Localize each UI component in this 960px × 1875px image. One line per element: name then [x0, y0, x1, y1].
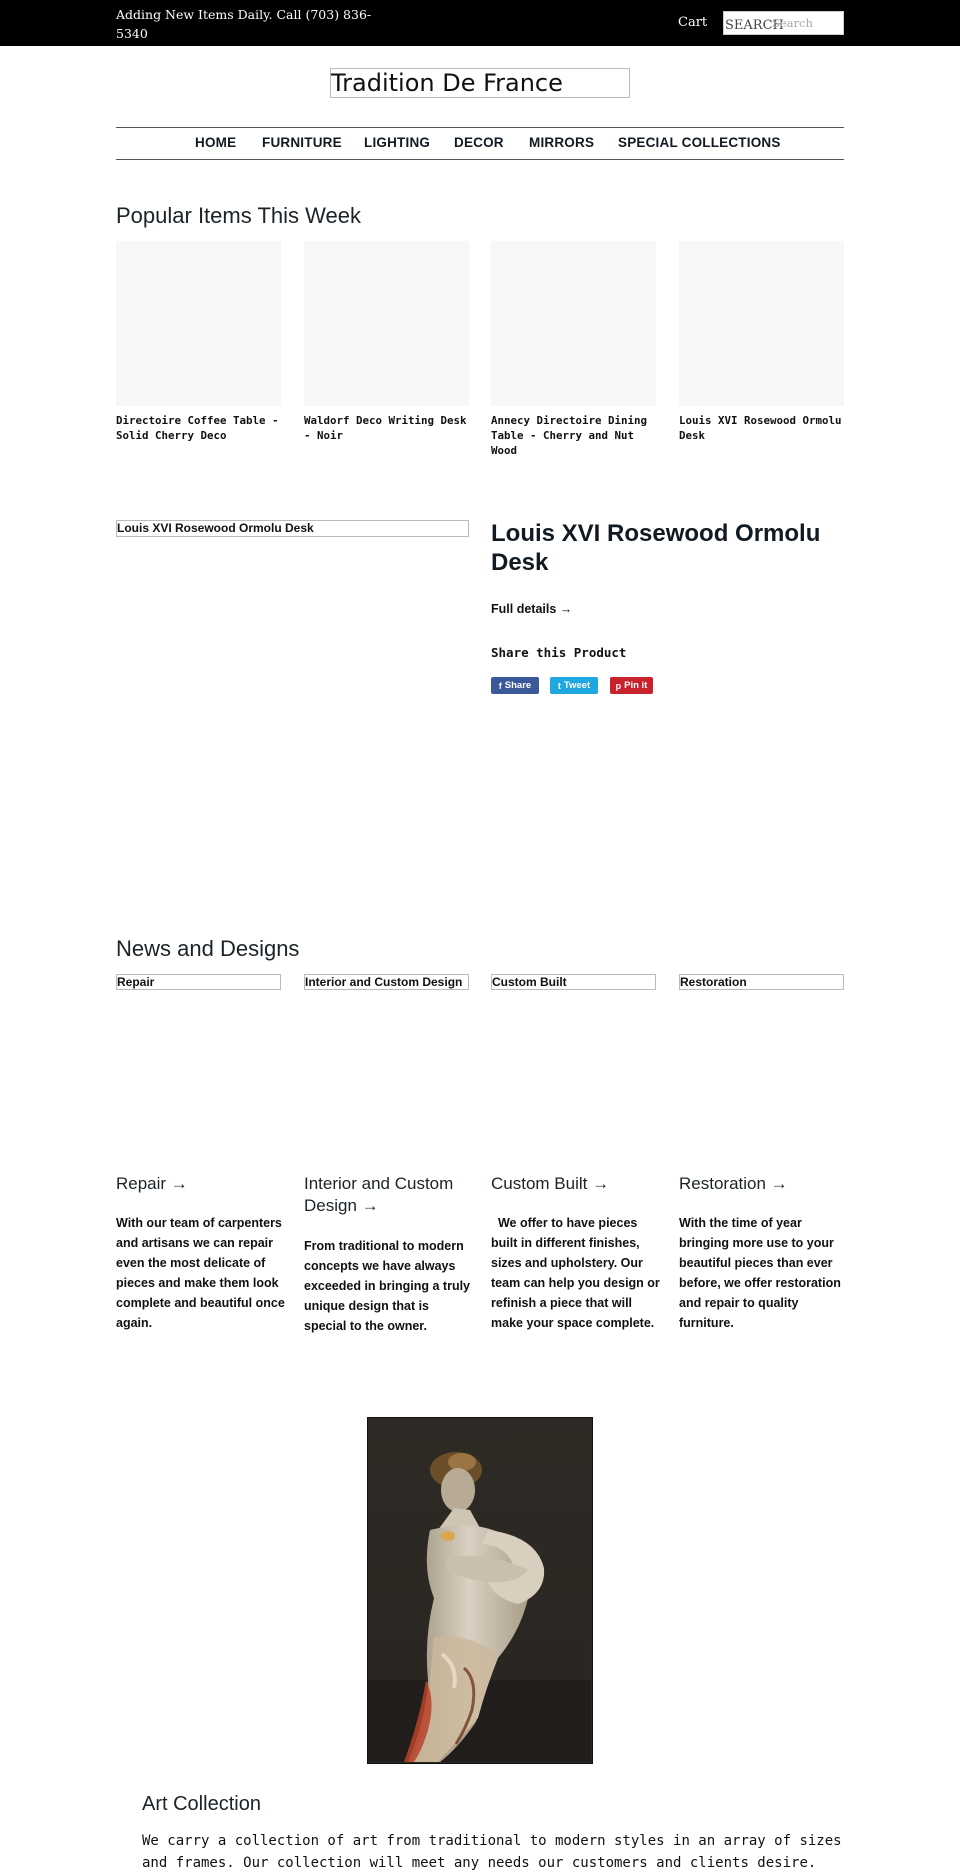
product-card[interactable]	[116, 241, 281, 443]
nav-decor[interactable]: DECOR	[454, 135, 504, 150]
nav-mirrors[interactable]: MIRRORS	[529, 135, 595, 150]
article-title-interior-design[interactable]: Interior and Custom Design →	[304, 1174, 454, 1215]
article-image[interactable]	[679, 974, 844, 990]
article-title-repair[interactable]: Repair →	[116, 1174, 188, 1193]
article-excerpt: With the time of year bringing more use to your beautiful pieces than ever before, we offer restoration and repair to quality furniture.	[679, 1216, 841, 1330]
art-painting-image	[367, 1417, 593, 1764]
product-card[interactable]	[491, 241, 656, 458]
product-card[interactable]	[679, 241, 844, 443]
cart-link[interactable]: Cart	[678, 15, 708, 30]
art-collection-title: Art Collection	[142, 1793, 261, 1815]
article-title-restoration[interactable]: Restoration →	[679, 1174, 788, 1193]
search-form	[723, 11, 844, 35]
product-name[interactable]: Directoire Coffee Table - Solid Cherry Deco	[116, 414, 279, 442]
full-details-link[interactable]: Full details →	[491, 602, 573, 616]
article-image-alt: Restoration	[680, 975, 747, 989]
product-name[interactable]: Louis XVI Rosewood Ormolu Desk	[679, 414, 842, 442]
art-collection-text: We carry a collection of art from traditional to modern styles in an array of sizes and frames. Our collection will meet any needs our customers and clients desire.	[142, 1833, 842, 1871]
nav-home[interactable]: HOME	[195, 135, 237, 150]
article-excerpt: From traditional to modern concepts we have always exceeded in bringing a truly unique design that is special to the owner.	[304, 1239, 471, 1333]
product-image[interactable]	[679, 241, 844, 406]
featured-product-image[interactable]	[116, 520, 469, 537]
product-image[interactable]	[116, 241, 281, 406]
search-button[interactable]: SEARCH	[724, 16, 785, 36]
product-image[interactable]	[491, 241, 656, 406]
nav-furniture[interactable]: FURNITURE	[262, 135, 342, 150]
twitter-tweet-button[interactable]	[550, 677, 598, 694]
article-title-custom-built[interactable]: Custom Built →	[491, 1174, 610, 1193]
facebook-icon: f	[498, 680, 502, 691]
tweet-label: Tweet	[563, 680, 591, 691]
facebook-share-button[interactable]	[491, 677, 539, 694]
product-card[interactable]	[304, 241, 469, 443]
announcement-text: Adding New Items Daily. Call (703) 836-5340	[116, 7, 372, 41]
site-logo[interactable]	[330, 68, 630, 98]
article-image-alt: Repair	[117, 975, 155, 989]
article-image[interactable]	[491, 974, 656, 990]
product-name[interactable]: Annecy Directoire Dining Table - Cherry and Nut Wood	[491, 414, 648, 457]
painting-figure-illustration	[368, 1418, 591, 1762]
product-name[interactable]: Waldorf Deco Writing Desk - Noir	[304, 414, 467, 442]
featured-image-alt: Louis XVI Rosewood Ormolu Desk	[117, 521, 314, 535]
popular-section-title: Popular Items This Week	[116, 203, 361, 228]
article-excerpt: With our team of carpenters and artisans we can repair even the most delicate of pieces and make them look complete and beautiful once again.	[116, 1216, 285, 1330]
pinterest-icon: p	[615, 680, 622, 691]
logo-text: Tradition De France	[331, 69, 563, 97]
article-image-alt: Interior and Custom Design	[305, 975, 463, 989]
article-image[interactable]	[304, 974, 469, 990]
search-input[interactable]	[772, 13, 842, 33]
article-image[interactable]	[116, 974, 281, 990]
pinterest-pin-button[interactable]	[610, 677, 653, 694]
pin-label: Pin it	[624, 680, 648, 691]
article-image-alt: Custom Built	[492, 975, 567, 989]
share-heading: Share this Product	[491, 645, 627, 660]
news-section-title: News and Designs	[116, 936, 300, 961]
nav-lighting[interactable]: LIGHTING	[364, 135, 431, 150]
main-nav	[116, 127, 844, 160]
article-excerpt: We offer to have pieces built in different finishes, sizes and upholstery. Our team can help you design or refinish a piece that will make your space complete.	[491, 1216, 664, 1330]
share-label: Share	[504, 680, 532, 691]
product-image[interactable]	[304, 241, 469, 406]
nav-special-collections[interactable]: SPECIAL COLLECTIONS	[618, 135, 781, 150]
announcement-bar	[0, 0, 960, 46]
featured-product-title: Louis XVI Rosewood Ormolu Desk	[491, 520, 821, 576]
twitter-icon: t	[557, 680, 561, 691]
